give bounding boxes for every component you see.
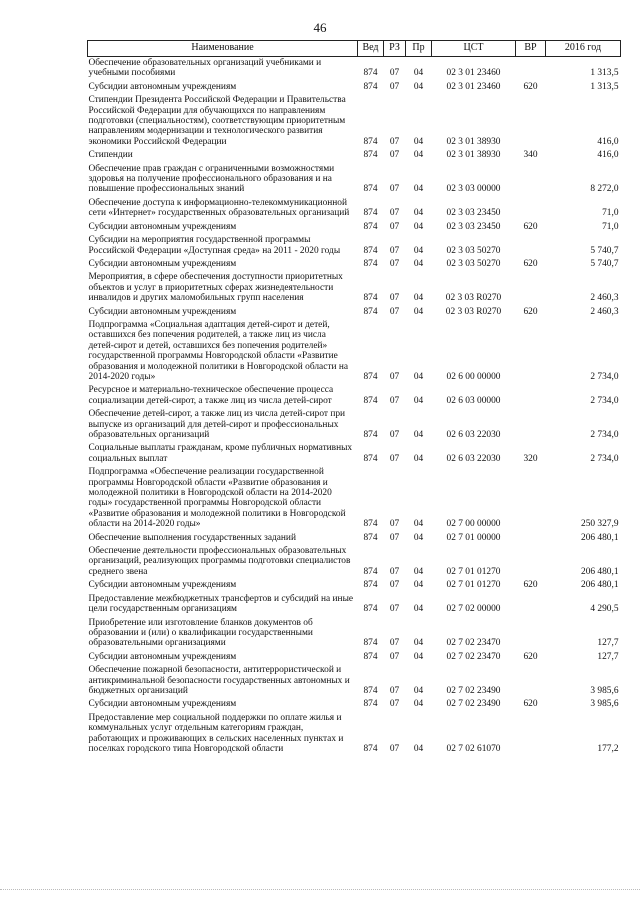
row-name: Субсидии автономным учреждениям <box>88 699 237 710</box>
row-pr: 04 <box>413 699 424 710</box>
row-name: Стипендии <box>88 150 133 161</box>
header-ved: Вед <box>358 41 384 57</box>
row-vr <box>516 163 546 197</box>
row-amount: 416,0 <box>597 150 619 161</box>
row-ved: 874 <box>363 208 378 219</box>
row-name: Приобретение или изготовление бланков документов об образовании и (или) о квалификации государственными образовательными организациями <box>88 617 313 649</box>
row-vr <box>516 197 546 221</box>
table-row <box>88 712 621 757</box>
row-pr: 04 <box>413 519 424 530</box>
row-rz: 07 <box>389 685 400 696</box>
table-row <box>88 163 621 197</box>
row-vr: 620 <box>523 699 538 710</box>
row-name: Подпрограмма «Обеспечение реализации государственной программы Новгородской области «Развитие образования и молодежной политики в Новгородской области на 2014-2020 годы» государственной программы Новгородской области «Развитие образования и молодежной политики в Новгородской области на 2014-2020 годы» <box>88 467 346 530</box>
row-vr <box>516 466 546 531</box>
row-amount: 416,0 <box>597 136 619 147</box>
row-name: Предоставление мер социальной поддержки по оплате жилья и коммунальных услуг отдельным категориям граждан, работающих и проживающих в сельских населенных пунктах и поселках городского типа Новгородской области <box>88 712 344 754</box>
row-amount: 8 272,0 <box>590 184 619 195</box>
row-pr: 04 <box>413 150 424 161</box>
row-pr: 04 <box>413 395 424 406</box>
row-name: Субсидии автономным учреждениям <box>88 221 237 232</box>
row-pr: 04 <box>413 604 424 615</box>
row-vr <box>516 384 546 408</box>
header-rz: РЗ <box>384 41 406 57</box>
row-rz: 07 <box>389 743 400 754</box>
row-cst: 02 7 02 23470 <box>446 638 501 649</box>
row-rz: 07 <box>389 699 400 710</box>
row-amount: 71,0 <box>602 221 619 232</box>
row-rz: 07 <box>389 258 400 269</box>
row-cst: 02 7 01 01270 <box>446 566 501 577</box>
row-cst: 02 3 01 23460 <box>446 68 501 79</box>
row-ved: 874 <box>363 184 378 195</box>
row-ved: 874 <box>363 136 378 147</box>
row-vr <box>516 664 546 698</box>
row-ved: 874 <box>363 566 378 577</box>
row-cst: 02 3 01 23460 <box>446 81 501 92</box>
table-row <box>88 651 621 664</box>
row-rz: 07 <box>389 81 400 92</box>
row-pr: 04 <box>413 68 424 79</box>
row-ved: 874 <box>363 519 378 530</box>
row-rz: 07 <box>389 136 400 147</box>
row-vr: 320 <box>523 453 538 464</box>
row-vr <box>516 712 546 757</box>
row-amount: 2 460,3 <box>590 293 619 304</box>
table-row <box>88 664 621 698</box>
row-pr: 04 <box>413 306 424 317</box>
row-cst: 02 6 00 00000 <box>446 371 501 382</box>
row-ved: 874 <box>363 258 378 269</box>
row-amount: 1 313,5 <box>590 68 619 79</box>
row-pr: 04 <box>413 81 424 92</box>
table-row <box>88 384 621 408</box>
row-name: Субсидии автономным учреждениям <box>88 306 237 317</box>
row-vr: 620 <box>523 580 538 591</box>
row-amount: 2 734,0 <box>590 430 619 440</box>
row-ved: 874 <box>363 532 378 543</box>
row-pr: 04 <box>413 430 424 440</box>
row-amount: 127,7 <box>597 638 619 649</box>
row-rz: 07 <box>389 184 400 195</box>
row-pr: 04 <box>413 245 424 256</box>
row-vr: 620 <box>523 651 538 662</box>
row-amount: 71,0 <box>602 208 619 219</box>
row-cst: 02 3 03 23450 <box>446 208 501 219</box>
table-row <box>88 258 621 271</box>
row-amount: 206 480,1 <box>581 580 619 591</box>
row-amount: 1 313,5 <box>590 81 619 92</box>
row-pr: 04 <box>413 293 424 304</box>
table-row <box>88 466 621 531</box>
row-pr: 04 <box>413 208 424 219</box>
row-vr: 620 <box>523 221 538 232</box>
row-cst: 02 7 02 00000 <box>446 604 501 615</box>
row-cst: 02 7 02 61070 <box>446 743 501 754</box>
row-rz: 07 <box>389 208 400 219</box>
row-name: Обеспечение прав граждан с ограниченными возможностями здоровья на получение профессионального образования и на повышение профессиональных знаний <box>88 163 335 195</box>
row-name: Социальные выплаты гражданам, кроме публичных нормативных социальных выплат <box>88 443 353 464</box>
row-pr: 04 <box>413 532 424 543</box>
row-name: Субсидии автономным учреждениям <box>88 580 237 591</box>
row-amount: 3 985,6 <box>590 685 619 696</box>
table-row <box>88 197 621 221</box>
row-name: Обеспечение деятельности профессиональных образовательных организаций, реализующих программы подготовки специалистов среднего звена <box>88 546 351 577</box>
row-pr: 04 <box>413 685 424 696</box>
row-ved: 874 <box>363 81 378 92</box>
row-name: Субсидии автономным учреждениям <box>88 651 237 662</box>
row-pr: 04 <box>413 453 424 464</box>
row-cst: 02 7 02 23470 <box>446 651 501 662</box>
row-vr <box>516 234 546 258</box>
table-row <box>88 579 621 592</box>
row-rz: 07 <box>389 293 400 304</box>
row-ved: 874 <box>363 68 378 79</box>
row-rz: 07 <box>389 68 400 79</box>
row-ved: 874 <box>363 699 378 710</box>
row-name: Обеспечение выполнения государственных заданий <box>88 532 296 543</box>
row-cst: 02 7 01 00000 <box>446 532 501 543</box>
row-rz: 07 <box>389 245 400 256</box>
header-year: 2016 год <box>546 41 621 57</box>
row-cst: 02 3 03 00000 <box>446 184 501 195</box>
row-pr: 04 <box>413 184 424 195</box>
row-amount: 3 985,6 <box>590 699 619 710</box>
table-row <box>88 319 621 384</box>
row-rz: 07 <box>389 430 400 440</box>
row-vr <box>516 319 546 384</box>
row-amount: 177,2 <box>597 743 619 754</box>
row-vr <box>516 408 546 442</box>
row-amount: 127,7 <box>597 651 619 662</box>
row-amount: 4 290,5 <box>590 604 619 615</box>
row-rz: 07 <box>389 453 400 464</box>
row-rz: 07 <box>389 532 400 543</box>
table-row <box>88 149 621 162</box>
row-pr: 04 <box>413 136 424 147</box>
row-cst: 02 7 01 01270 <box>446 580 501 591</box>
row-rz: 07 <box>389 371 400 382</box>
table-row <box>88 442 621 466</box>
row-name: Обеспечение пожарной безопасности, антитеррористической и антикриминальной безопасности государственных автономных и бюджетных организаций <box>88 665 350 696</box>
row-ved: 874 <box>363 430 378 440</box>
table-row <box>88 593 621 617</box>
row-amount: 206 480,1 <box>581 566 619 577</box>
row-ved: 874 <box>363 221 378 232</box>
row-amount: 250 327,9 <box>581 519 619 530</box>
row-rz: 07 <box>389 604 400 615</box>
row-pr: 04 <box>413 371 424 382</box>
table-row <box>88 617 621 651</box>
row-cst: 02 7 02 23490 <box>446 685 501 696</box>
row-cst: 02 3 03 R0270 <box>445 293 502 304</box>
row-ved: 874 <box>363 651 378 662</box>
row-cst: 02 3 03 R0270 <box>445 306 502 317</box>
row-rz: 07 <box>389 395 400 406</box>
row-amount: 5 740,7 <box>590 258 619 269</box>
row-pr: 04 <box>413 743 424 754</box>
row-rz: 07 <box>389 306 400 317</box>
row-name: Подпрограмма «Социальная адаптация детей-сирот и детей, оставшихся без попечения родителей, а также лиц из числа детей-сирот и детей, оставшихся без попечения родителей» государственной программы Новгородской области «Развитие образования и молодежной политики в Новгородской области на 2014-2020 годы» <box>88 319 349 382</box>
row-ved: 874 <box>363 293 378 304</box>
table-row <box>88 234 621 258</box>
row-name: Обеспечение детей-сирот, а также лиц из числа детей-сирот при выпуске из организаций для детей-сирот и профессиональных образовательных организаций <box>88 409 346 440</box>
table-row <box>88 408 621 442</box>
row-ved: 874 <box>363 245 378 256</box>
row-ved: 874 <box>363 743 378 754</box>
row-rz: 07 <box>389 221 400 232</box>
row-rz: 07 <box>389 638 400 649</box>
row-ved: 874 <box>363 685 378 696</box>
row-cst: 02 6 03 22030 <box>446 430 501 440</box>
row-cst: 02 7 00 00000 <box>446 519 501 530</box>
row-amount: 2 734,0 <box>590 453 619 464</box>
row-pr: 04 <box>413 221 424 232</box>
row-pr: 04 <box>413 638 424 649</box>
row-cst: 02 3 03 23450 <box>446 221 501 232</box>
row-name: Стипендии Президента Российской Федерации и Правительства Российской Федерации для обучающихся по направлениям подготовки (специальностям), соответствующим приоритетным направлениям модернизации и технологического развития экономики Российской Федерации <box>88 95 346 147</box>
table-row <box>88 57 621 81</box>
header-vr: ВР <box>516 41 546 57</box>
row-pr: 04 <box>413 580 424 591</box>
row-name: Субсидии на мероприятия государственной программы Российской Федерации «Доступная среда» на 2011 - 2020 годы <box>88 235 341 256</box>
row-ved: 874 <box>363 453 378 464</box>
row-ved: 874 <box>363 306 378 317</box>
row-vr <box>516 94 546 149</box>
row-cst: 02 3 03 50270 <box>446 258 501 269</box>
row-cst: 02 6 03 22030 <box>446 453 501 464</box>
row-vr <box>516 532 546 545</box>
header-pr: Пр <box>406 41 432 57</box>
header-name: Наименование <box>88 41 358 57</box>
row-name: Мероприятия, в сфере обеспечения доступности приоритетных объектов и услуг в приоритетных сферах жизнедеятельности инвалидов и других маломобильных групп населения <box>88 272 343 304</box>
row-amount: 2 734,0 <box>590 395 619 406</box>
row-name: Обеспечение образовательных организаций учебниками и учебными пособиями <box>88 58 322 79</box>
table-body <box>88 57 621 757</box>
row-ved: 874 <box>363 395 378 406</box>
row-name: Предоставление межбюджетных трансфертов и субсидий на иные цели государственным организациям <box>88 593 354 615</box>
row-pr: 04 <box>413 566 424 577</box>
row-rz: 07 <box>389 580 400 591</box>
row-vr: 620 <box>523 258 538 269</box>
row-cst: 02 3 01 38930 <box>446 150 501 161</box>
row-ved: 874 <box>363 604 378 615</box>
row-name: Субсидии автономным учреждениям <box>88 81 237 92</box>
row-vr <box>516 593 546 617</box>
page-number: 46 <box>313 20 327 35</box>
row-pr: 04 <box>413 651 424 662</box>
row-cst: 02 3 01 38930 <box>446 136 501 147</box>
row-amount: 2 734,0 <box>590 371 619 382</box>
row-rz: 07 <box>389 651 400 662</box>
row-name: Ресурсное и материально-техническое обеспечение процесса социализации детей-сирот, а также лиц из числа детей-сирот <box>88 385 334 406</box>
row-cst: 02 3 03 50270 <box>446 245 501 256</box>
row-vr <box>516 57 546 81</box>
table-row <box>88 532 621 545</box>
row-rz: 07 <box>389 150 400 161</box>
row-amount: 5 740,7 <box>590 245 619 256</box>
table-row <box>88 94 621 149</box>
row-vr: 340 <box>523 150 538 161</box>
row-amount: 2 460,3 <box>590 306 619 317</box>
table-row <box>88 271 621 305</box>
row-rz: 07 <box>389 566 400 577</box>
table-row <box>88 221 621 234</box>
row-ved: 874 <box>363 150 378 161</box>
scan-artifact-line <box>0 889 640 891</box>
row-ved: 874 <box>363 371 378 382</box>
header-cst: ЦСТ <box>432 41 516 57</box>
table-row <box>88 306 621 319</box>
row-name: Обеспечение доступа к информационно-телекоммуникационной сети «Интернет» государственных образовательных организаций <box>88 197 350 219</box>
row-pr: 04 <box>413 258 424 269</box>
row-ved: 874 <box>363 580 378 591</box>
table-header-row <box>88 41 621 57</box>
budget-table <box>87 40 621 756</box>
row-amount: 206 480,1 <box>581 532 619 543</box>
table-row <box>88 81 621 94</box>
row-vr <box>516 271 546 305</box>
table-row <box>88 698 621 711</box>
row-vr: 620 <box>523 306 538 317</box>
row-cst: 02 6 03 00000 <box>446 395 501 406</box>
row-vr: 620 <box>523 81 538 92</box>
row-name: Субсидии автономным учреждениям <box>88 258 237 269</box>
row-cst: 02 7 02 23490 <box>446 699 501 710</box>
row-vr <box>516 617 546 651</box>
row-rz: 07 <box>389 519 400 530</box>
row-vr <box>516 545 546 579</box>
row-ved: 874 <box>363 638 378 649</box>
table-row <box>88 545 621 579</box>
